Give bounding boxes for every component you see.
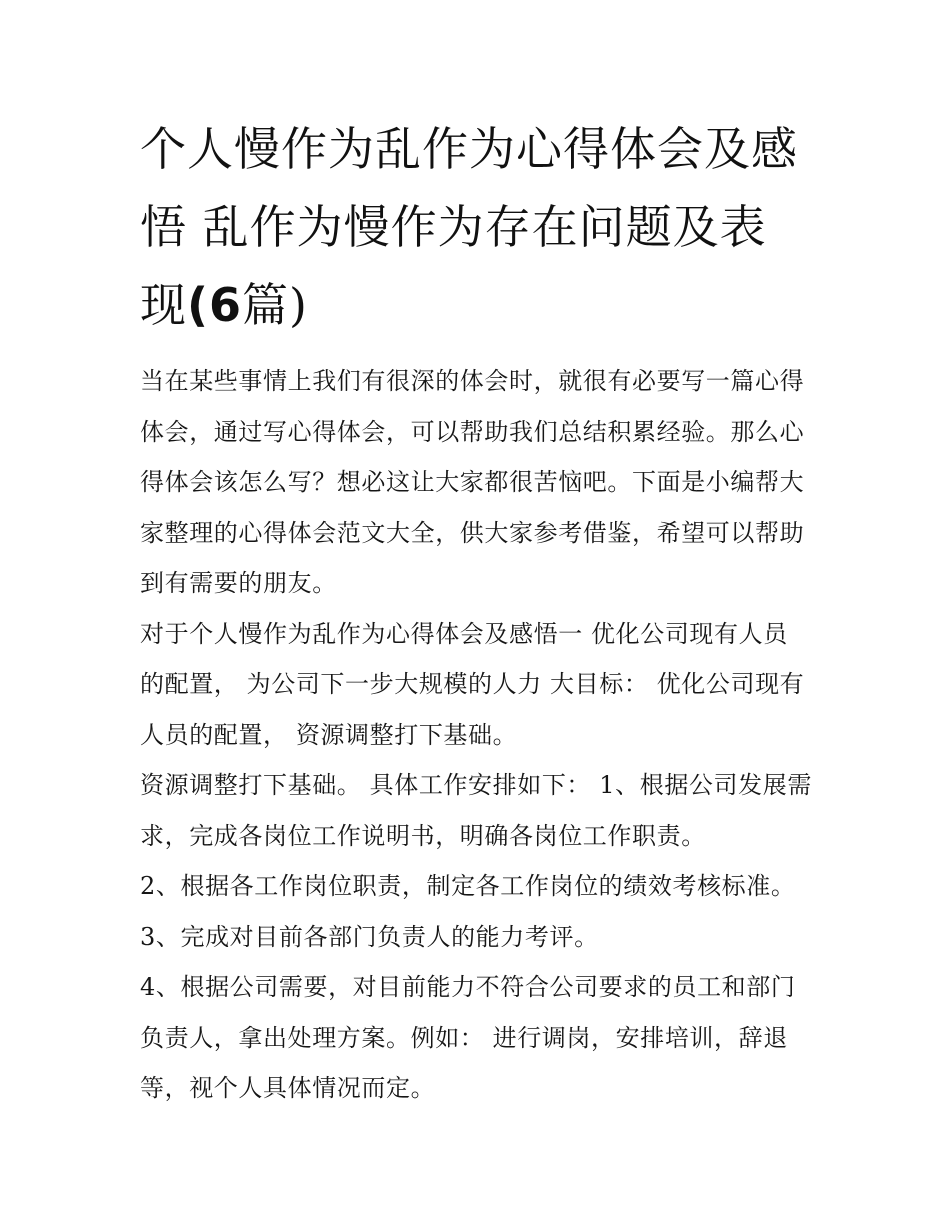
title-text: 个人慢作为乱作为心得体会及感悟 乱作为慢作为存在问题及表现 (140, 122, 798, 332)
document-title (140, 110, 812, 344)
intro-paragraph: 当在某些事情上我们有很深的体会时，就很有必要写一篇心得体会，通过写心得体会，可以帮助我们总结积累经验。那么心得体会该怎么写？想必这让大家都很苦恼吧。下面是小编帮大家整理的心得体会范文大全，供大家参考借鉴，希望可以帮助到有需要的朋友。 (140, 367, 805, 597)
list-item: 3、完成对目前各部门负责人的能力考评。 (140, 922, 599, 951)
body-paragraph: 对于个人慢作为乱作为心得体会及感悟一 优化公司现有人员的配置， 为公司下一步大规模的人力 大目标： 优化公司现有人员的配置， 资源调整打下基础。 (140, 619, 805, 749)
title-count: (6 (187, 278, 243, 332)
title-tail: 篇) (242, 278, 308, 332)
body-paragraph: 资源调整打下基础。 具体工作安排如下： 1、根据公司发展需求，完成各岗位工作说明书，明确各岗位工作职责。 (140, 771, 812, 850)
document-body (140, 110, 812, 1114)
list-item: 4、根据公司需要，对目前能力不符合公司要求的员工和部门负责人，拿出处理方案。例如： 进行调岗，安排培训，辞退等，视个人具体情况而定。 (140, 973, 796, 1102)
list-item: 2、根据各工作岗位职责，制定各工作岗位的绩效考核标准。 (140, 872, 796, 900)
